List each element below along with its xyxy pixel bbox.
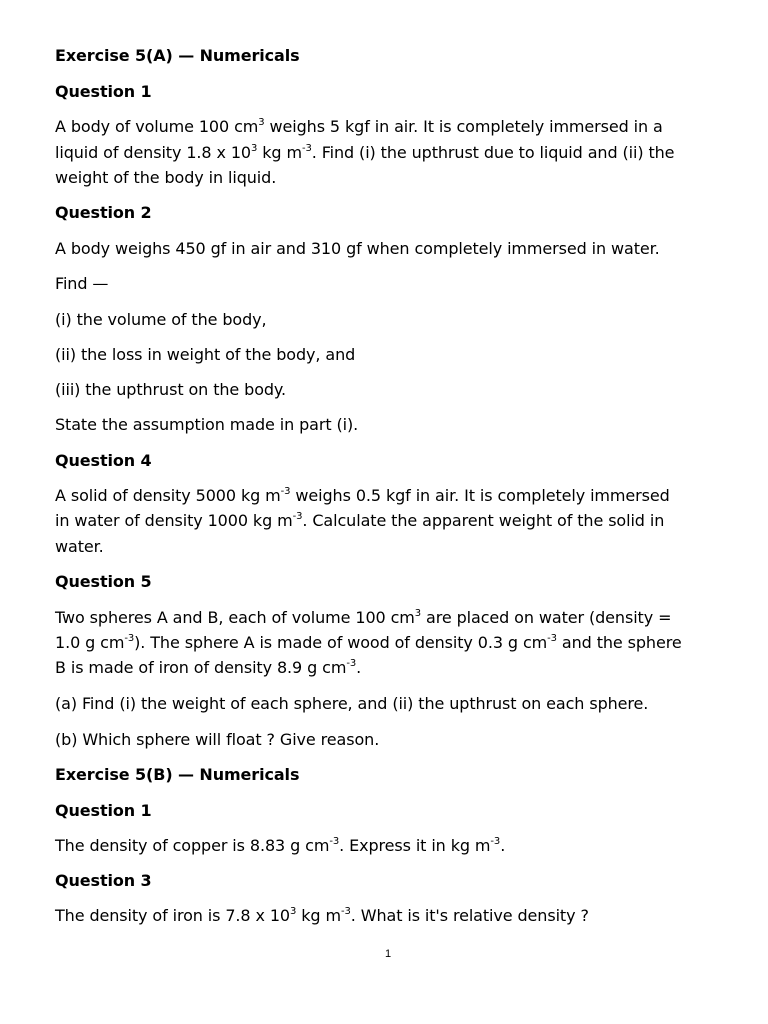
exercise-5b-question-3-heading: Question 3: [55, 871, 152, 890]
question-1-text-line: weight of the body in liquid.: [55, 168, 277, 187]
exercise-5b-question-1-text: The density of copper is 8.83 g $cm^{-3}$. Express it in kg $m^{-3}$.: [55, 835, 506, 855]
question-2-heading: Question 2: [55, 203, 152, 222]
question-4-heading: Question 4: [55, 451, 152, 470]
question-2-part-i: (i) the volume of the body,: [55, 310, 267, 329]
question-4-text-line: water.: [55, 537, 104, 556]
exercise-5a-heading: Exercise 5(A) — Numericals: [55, 46, 300, 65]
question-2-text-line: A body weighs 450 gf in air and 310 gf when completely immersed in water.: [55, 239, 660, 258]
question-4-text-line: in water of density 1000 kg $m^{-3}$. Calculate the apparent weight of the solid in: [55, 510, 665, 530]
question-5-part-b: (b) Which sphere will float ? Give reason.: [55, 730, 380, 749]
question-4-text-line: A solid of density 5000 kg $m^{-3}$ weighs 0.5 kgf in air. It is completely immersed: [55, 485, 670, 505]
question-2-part-iii: (iii) the upthrust on the body.: [55, 380, 287, 399]
question-1-text-line: A body of volume 100 $cm^3$ weighs 5 kgf in air. It is completely immersed in a: [55, 116, 663, 136]
page-number: 1: [384, 948, 392, 960]
exercise-5b-question-3-text: The density of iron is 7.8 x $10^3$ kg $m^{-3}$. What is it's relative density ?: [55, 905, 589, 925]
question-5-text-line: Two spheres A and B, each of volume 100 $cm^3$ are placed on water (density =: [55, 607, 672, 627]
question-2-find: Find —: [55, 274, 109, 293]
question-1-text-line: liquid of density 1.8 x $10^3$ kg $m^{-3}$. Find (i) the upthrust due to liquid and (ii) the: [55, 142, 675, 162]
question-5-part-a: (a) Find (i) the weight of each sphere, and (ii) the upthrust on each sphere.: [55, 694, 649, 713]
question-2-assumption: State the assumption made in part (i).: [55, 415, 359, 434]
question-5-heading: Question 5: [55, 572, 152, 591]
question-5-text-line: B is made of iron of density 8.9 g $cm^{-3}$.: [55, 657, 362, 677]
question-5-text-line: 1.0 g $cm^{-3}$). The sphere A is made of wood of density 0.3 g $cm^{-3}$ and the sphere: [55, 632, 682, 652]
question-2-part-ii: (ii) the loss in weight of the body, and: [55, 345, 356, 364]
exercise-5b-heading: Exercise 5(B) — Numericals: [55, 765, 300, 784]
question-1-heading: Question 1: [55, 82, 152, 101]
exercise-5b-question-1-heading: Question 1: [55, 801, 152, 820]
